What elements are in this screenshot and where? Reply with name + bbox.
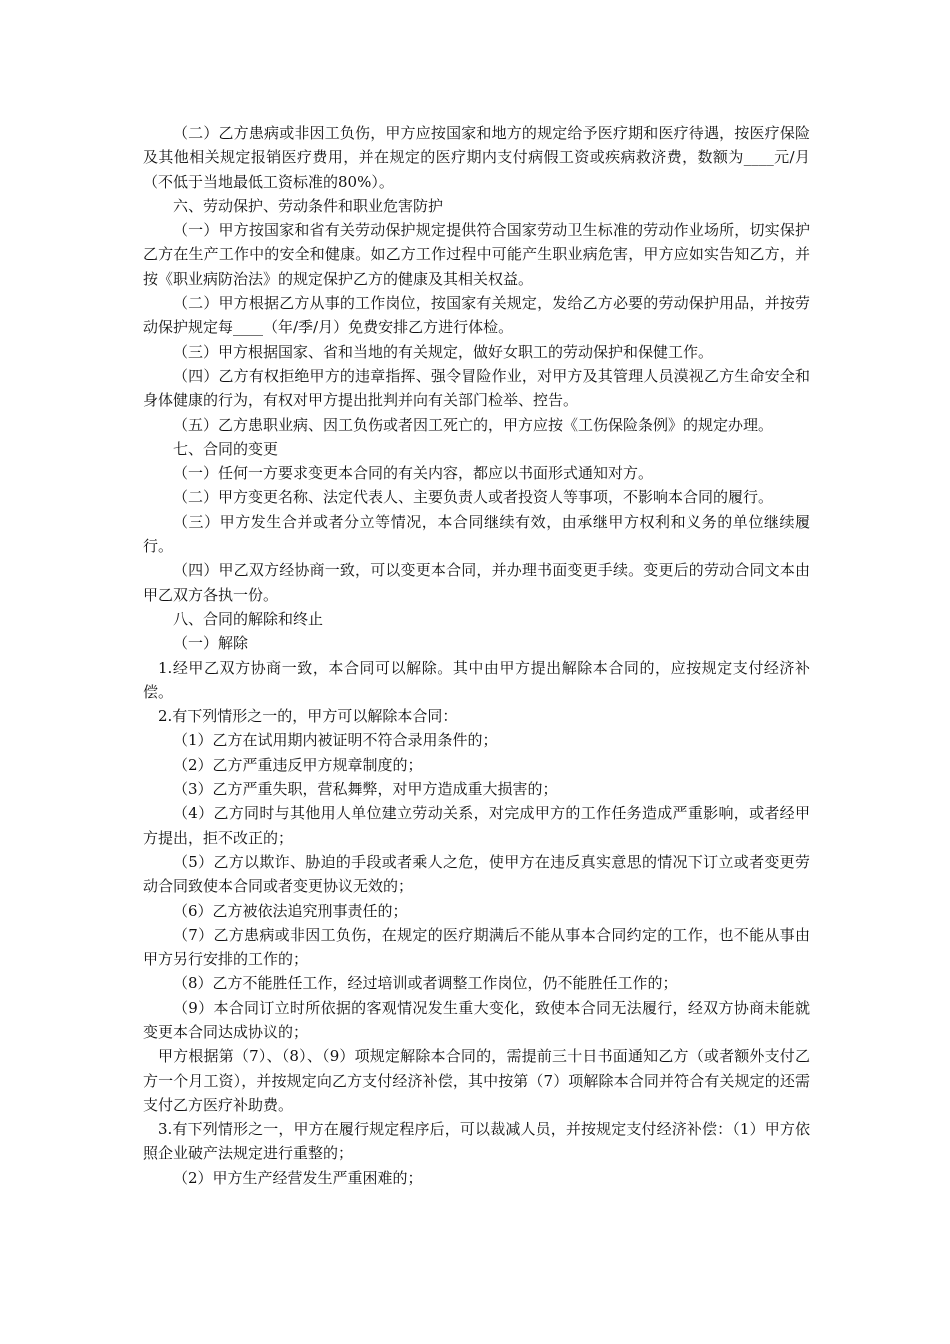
paragraph: （一）甲方按国家和省有关劳动保护规定提供符合国家劳动卫生标准的劳动作业场所，切实保护乙方在生产工作中的安全和健康。如乙方工作过程中可能产生职业病危害，甲方应如实告知乙方，并按《职业病防治法》的规定保护乙方的健康及其相关权益。 [143, 221, 810, 288]
paragraph: （四）甲乙双方经协商一致，可以变更本合同，并办理书面变更手续。变更后的劳动合同文本由甲乙双方各执一份。 [143, 561, 810, 604]
list-item: （1）乙方在试用期内被证明不符合录用条件的； [173, 731, 498, 750]
paragraph: （五）乙方患职业病、因工负伤或者因工死亡的，甲方应按《工伤保险条例》的规定办理。 [173, 415, 774, 434]
subsection-heading: （一）解除 [173, 634, 249, 653]
paragraph: （三）甲方根据国家、省和当地的有关规定，做好女职工的劳动保护和保健工作。 [173, 342, 714, 361]
paragraph: 甲方根据第（7）、（8）、（9）项规定解除本合同的，需提前三十日书面通知乙方（或者额外支付乙方一个月工资），并按规定向乙方支付经济补偿，其中按第（7）项解除本合同并符合有关规定的还需支付乙方医疗补助费。 [143, 1047, 810, 1114]
list-item: （9）本合同订立时所依据的客观情况发生重大变化，致使本合同无法履行，经双方协商未能就变更本合同达成协议的； [143, 998, 810, 1041]
section-heading: 八、合同的解除和终止 [173, 609, 324, 628]
paragraph: （二）甲方根据乙方从事的工作岗位，按国家有关规定，发给乙方必要的劳动保护用品，并按劳动保护规定每____（年/季/月）免费安排乙方进行体检。 [143, 294, 810, 337]
list-item: （2）甲方生产经营发生严重困难的； [173, 1168, 423, 1187]
numbered-clause: 1.经甲乙双方协商一致，本合同可以解除。其中由甲方提出解除本合同的，应按规定支付经济补偿。 [143, 658, 810, 701]
list-item: （8）乙方不能胜任工作，经过培训或者调整工作岗位，仍不能胜任工作的； [173, 974, 678, 993]
paragraph: （四）乙方有权拒绝甲方的违章指挥、强令冒险作业，对甲方及其管理人员漠视乙方生命安全和身体健康的行为，有权对甲方提出批判并向有关部门检举、控告。 [143, 366, 810, 410]
paragraph: （二）甲方变更名称、法定代表人、主要负责人或者投资人等事项，不影响本合同的履行。 [173, 488, 774, 507]
paragraph: （三）甲方发生合并或者分立等情况，本合同继续有效，由承继甲方权利和义务的单位继续履行。 [143, 512, 810, 556]
list-item: （3）乙方严重失职，营私舞弊，对甲方造成重大损害的； [173, 780, 558, 799]
numbered-clause: 2.有下列情形之一的，甲方可以解除本合同： [158, 707, 458, 726]
numbered-clause: 3.有下列情形之一，甲方在履行规定程序后，可以裁减人员，并按规定支付经济补偿：（1）甲方依照企业破产法规定进行重整的； [143, 1120, 810, 1163]
paragraph: （一）任何一方要求变更本合同的有关内容，都应以书面形式通知对方。 [173, 464, 654, 483]
section-heading: 七、合同的变更 [173, 439, 279, 458]
paragraph: （二）乙方患病或非因工负伤，甲方应按国家和地方的规定给予医疗期和医疗待遇，按医疗保险及其他相关规定报销医疗费用，并在规定的医疗期内支付病假工资或疾病救济费，数额为____元/月（不低于当地最低工资标准的80%）。 [143, 124, 810, 191]
list-item: （2）乙方严重违反甲方规章制度的； [173, 755, 423, 774]
list-item: （6）乙方被依法追究刑事责任的； [173, 901, 408, 920]
list-item: （5）乙方以欺诈、胁迫的手段或者乘人之危，使甲方在违反真实意思的情况下订立或者变更劳动合同致使本合同或者变更协议无效的； [143, 852, 810, 896]
list-item: （4）乙方同时与其他用人单位建立劳动关系，对完成甲方的工作任务造成严重影响，或者经甲方提出，拒不改正的； [143, 804, 810, 847]
list-item: （7）乙方患病或非因工负伤，在规定的医疗期满后不能从事本合同约定的工作，也不能从事由甲方另行安排的工作的； [143, 925, 810, 969]
document-page [143, 121, 810, 1190]
section-heading: 六、劳动保护、劳动条件和职业危害防护 [173, 196, 444, 215]
